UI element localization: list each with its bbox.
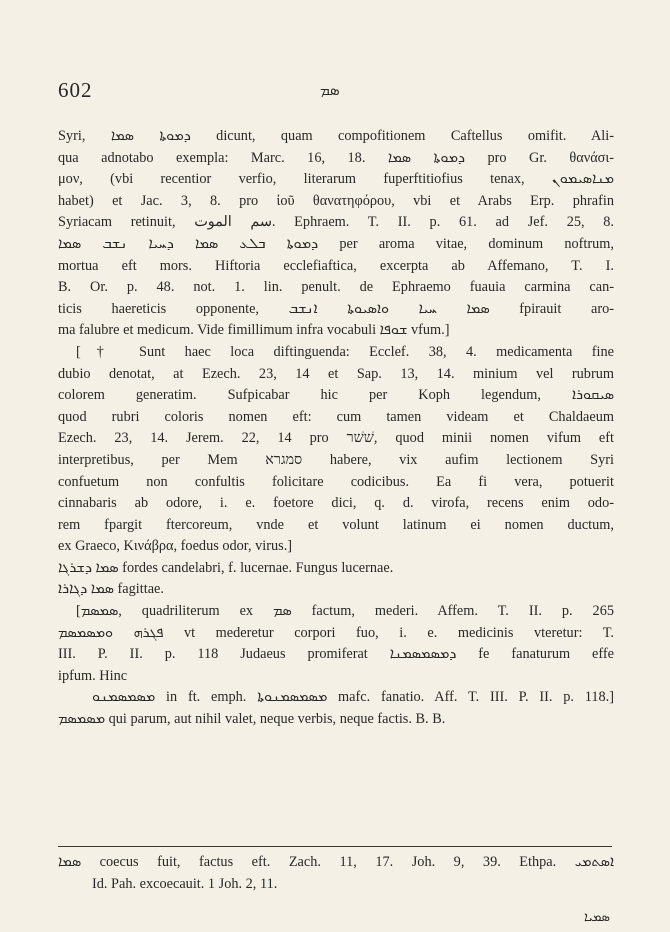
text-line: colorem generatim. Sufpicabar hic per Koph legendum, ܣܝܩܘܪܐ	[58, 387, 614, 404]
text-line: III. P. II. p. 118 Judaeus promiferat ܕܡܣܡܣܡܢܐ fe fanaturum effe	[58, 646, 614, 663]
text-line: Syriacam retinuit, سم الموت. Ephraem. T. II. p. 61. ad Jef. 25, 8.	[58, 214, 614, 231]
text-line: cinnabaris ab odore, i. e. foetore dici, q. d. virofa, recens enim odo-	[58, 495, 614, 512]
text-line: dubio denotat, at Ezech. 23, 14 et Sap. 13, 14. minium vel rubrum	[58, 365, 614, 382]
catchword: ܣܡܝܐ	[583, 910, 610, 925]
text-line: Ezech. 23, 14. Jerem. 22, 14 pro שׁשׁר, quod minii nomen vifum eft	[58, 430, 614, 447]
text-line: [ܣܡܣܡ, quadriliterum ex ܣܡ factum, mederi. Affem. T. II. p. 265	[76, 603, 614, 620]
running-head: ܣܡ	[320, 83, 340, 99]
text-line: ipfum. Hinc	[58, 667, 128, 684]
text-line: ܡܣܡܣܡܢܘ in ft. emph. ܡܣܡܣܡܢܘܬܐ mafc. fanatio. Aff. T. III. P. II. p. 118.]	[92, 689, 614, 706]
page-number: 602	[58, 78, 93, 102]
text-line: Syri, ܕܡܘܬܐ ܣܡܐ dicunt, quam compofitionem Caftellus omifit. Ali-	[58, 128, 614, 144]
footnote-rule	[58, 846, 612, 847]
text-line: [† Sunt haec loca diftinguenda: Ecclef. 38, 4. medicamenta fine	[76, 343, 614, 360]
text-line: ܣܡܐ ܕܫܪܓܐ fordes candelabri, f. lucernae. Fungus lucernae.	[58, 559, 394, 576]
text-line: ex Graeco, Κινάβρα, foedus odor, virus.]	[58, 538, 293, 555]
text-line: Id. Pah. excoecauit. 1 Joh. 2, 11.	[92, 875, 278, 892]
text-line: ܕܡܘܬܐ ܒܠܥ ܣܡܐ ܕܚܝܐ ܢܫܒ ܣܡܐ per aroma vitae, dominum noftrum,	[58, 235, 614, 252]
text-line: μον, (vbi recentior verfio, literarum fuperftitiofius tenax, ܡܢܐܣܝܡܘܢ	[58, 171, 614, 188]
page-header	[58, 78, 618, 108]
text-line: interpretibus, per Mem סמגרא habere, vix aufim lectionem Syri	[58, 451, 614, 468]
text-line: ܦܓܪܗ ܘܡܣܡܣܡ vt mederetur corpori fuo, i. e. medicinis vteretur: T.	[58, 624, 614, 641]
text-line: ܡܣܡܣܡ qui parum, aut nihil valet, neque verbis, neque factis. B. B.	[58, 711, 446, 728]
text-line: ticis haereticis opponente, ܣܡܐ ܚܝܐ ܘܐܣܝܘܬܐ ܐܢܫܒ fpirauit aro-	[58, 300, 614, 317]
text-line: habet) et Jac. 3, 8. pro ἰοῦ θανατηφόρου, vbi et Arabs Erp. phrafin	[58, 192, 614, 209]
text-line: rem fpargit ftercoreum, vnde et volunt latinum ei nomen ductum,	[58, 516, 614, 533]
text-line: B. Or. p. 48. not. 1. lin. penult. de Ephraemo fuauia carmina can-	[58, 279, 614, 296]
text-line: ܣܡܐ ܕܓܐܪܐ fagittae.	[58, 581, 164, 598]
dictionary-entry-footnote	[58, 852, 614, 895]
dictionary-entry-body	[58, 126, 614, 731]
text-line: ma falubre et medicum. Vide fimillimum infra vocabuli ܫܘܦܐ vfum.]	[58, 322, 450, 339]
text-line: ܣܡܐ coecus fuit, factus eft. Zach. 11, 17. Joh. 9, 39. Ethpa. ܐܣܬܡܝ	[58, 854, 614, 870]
text-line: qua adnotabo exempla: Marc. 16, 18. ܕܡܘܬܐ ܣܡܐ pro Gr. θανάσι-	[58, 149, 614, 166]
text-line: quod rubri coloris nomen eft: cum tamen videam et Chaldaeum	[58, 408, 614, 425]
text-line: confuetum non confultis folicitare codicibus. Ea fi vera, potuerit	[58, 473, 614, 490]
text-line: mortua eft mors. Hiftoria ecclefiaftica, excerpta ab Affemano, T. I.	[58, 257, 614, 274]
